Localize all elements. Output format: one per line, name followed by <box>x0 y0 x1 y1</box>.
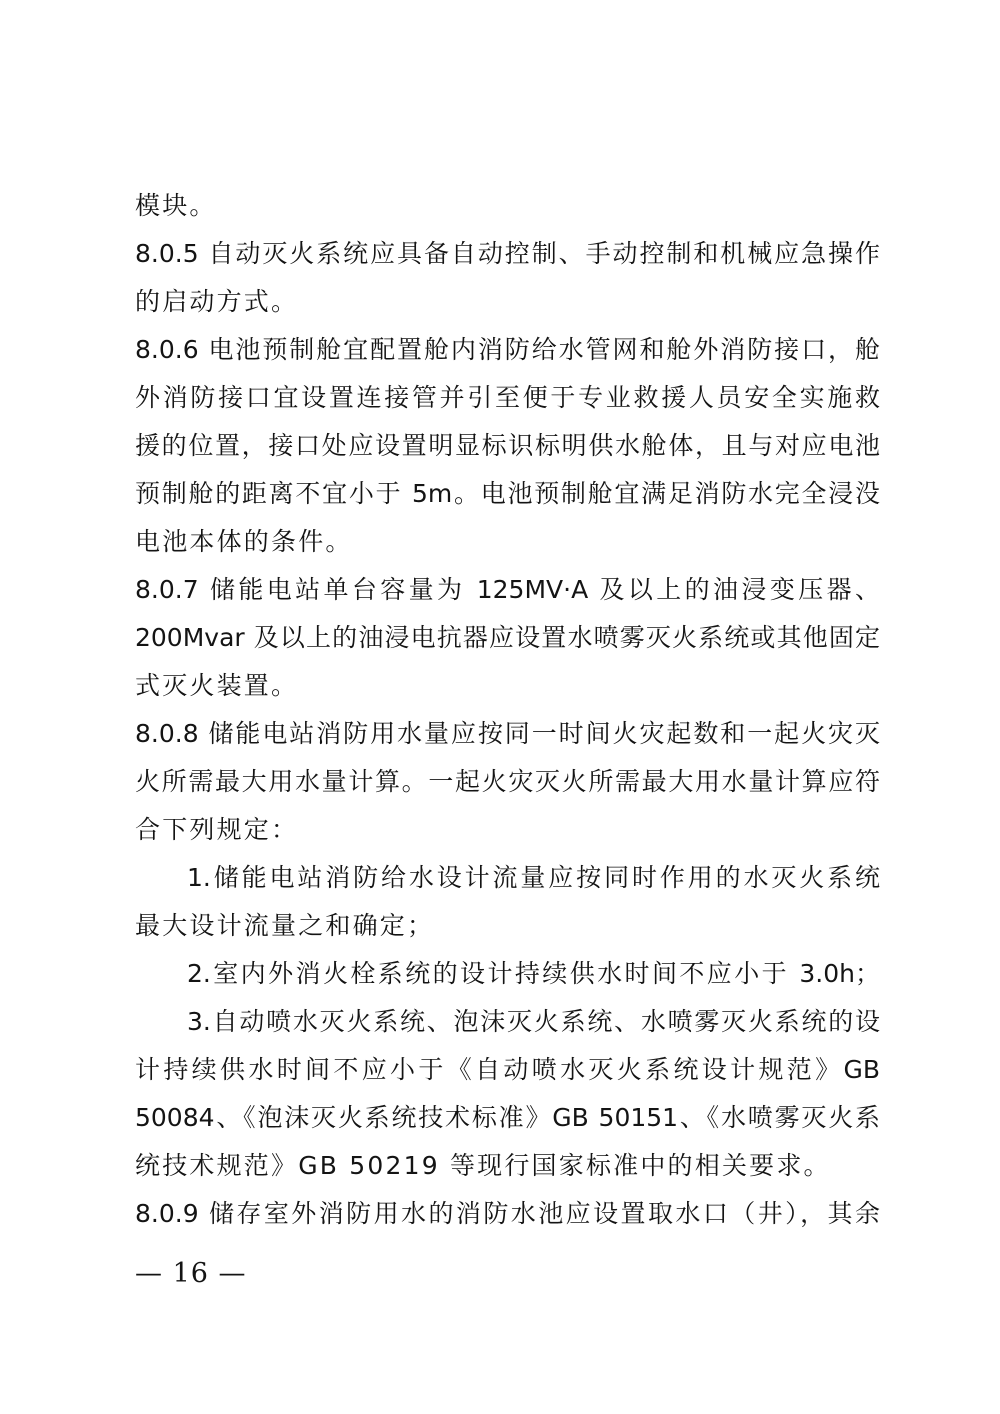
text-line: 预制舱的距离不宜小于 5m。电池预制舱宜满足消防水完全浸没 <box>135 479 880 508</box>
text-line: 统技术规范》GB 50219 等现行国家标准中的相关要求。 <box>135 1151 831 1180</box>
text-line: 的启动方式。 <box>135 287 299 316</box>
text-line: 50084、《泡沫灭火系统技术标准》GB 50151、《水喷雾灭火系 <box>135 1103 880 1132</box>
text-line: 合下列规定： <box>135 815 299 844</box>
text-line: 式灭火装置。 <box>135 671 299 700</box>
text-line: 援的位置，接口处应设置明显标识标明供水舱体，且与对应电池 <box>135 431 880 460</box>
clause-8-0-6: 8.0.6 电池预制舱宜配置舱内消防给水管网和舱外消防接口，舱 <box>135 335 880 364</box>
list-item-2: 2.室内外消火栓系统的设计持续供水时间不应小于 3.0h； <box>187 959 880 988</box>
list-item-1: 1.储能电站消防给水设计流量应按同时作用的水灭火系统 <box>187 863 880 892</box>
clause-8-0-8: 8.0.8 储能电站消防用水量应按同一时间火灾起数和一起火灾灭 <box>135 719 880 748</box>
clause-8-0-5: 8.0.5 自动灭火系统应具备自动控制、手动控制和机械应急操作 <box>135 239 880 268</box>
text-line: 火所需最大用水量计算。一起火灾灭火所需最大用水量计算应符 <box>135 767 880 796</box>
page-number: — 16 — <box>135 1258 247 1289</box>
text-line: 外消防接口宜设置连接管并引至便于专业救援人员安全实施救 <box>135 383 880 412</box>
clause-8-0-9: 8.0.9 储存室外消防用水的消防水池应设置取水口（井），其余 <box>135 1199 880 1228</box>
text-line: 电池本体的条件。 <box>135 527 353 556</box>
clause-8-0-7: 8.0.7 储能电站单台容量为 125MV·A 及以上的油浸变压器、 <box>135 575 880 604</box>
text-line: 计持续供水时间不应小于《自动喷水灭火系统设计规范》GB <box>135 1055 880 1084</box>
text-line: 模块。 <box>135 191 217 220</box>
text-line: 200Mvar 及以上的油浸电抗器应设置水喷雾灭火系统或其他固定 <box>135 623 880 652</box>
list-item-3: 3.自动喷水灭火系统、泡沫灭火系统、水喷雾灭火系统的设 <box>187 1007 880 1036</box>
text-line: 最大设计流量之和确定； <box>135 911 435 940</box>
